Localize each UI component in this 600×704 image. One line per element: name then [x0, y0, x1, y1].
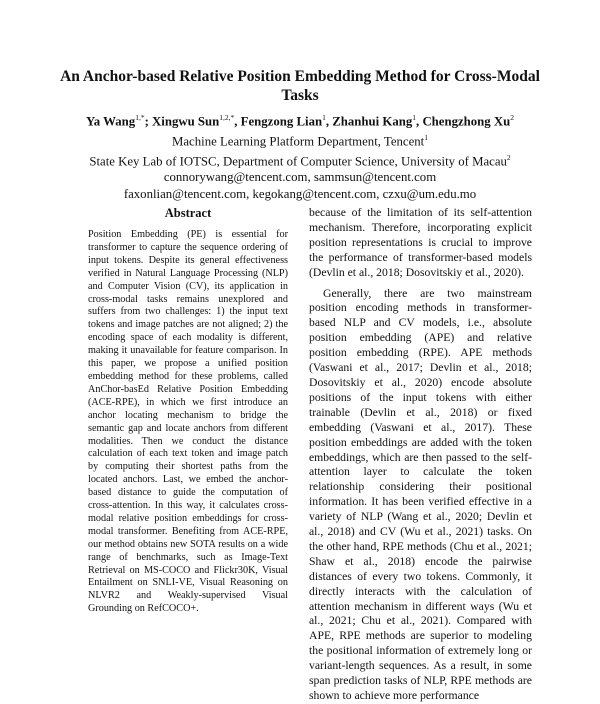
- affiliation-line: [40, 150, 560, 170]
- email-line: connorywang@tencent.com, sammsun@tencent.com: [163, 170, 437, 185]
- author-affiliation-mark: 2: [510, 113, 515, 122]
- email-line: faxonlian@tencent.com, kegokang@tencent.com, czxu@um.edu.mo: [123, 186, 477, 201]
- left-column: [88, 206, 288, 616]
- body-paragraph: Generally, there are two mainstream position encoding methods in transformer-based NLP and CV models, i.e., absolute position embedding (APE) and relative position embedding (RPE). APE methods (Vaswani et al., 2017; Devlin et al., 2018; Dosovitskiy et al., 2020) encode absolute positions of the input tokens with either trainable (Devlin et al., 2018) or fixed embedding (Vaswani et al., 2017). These position embeddings are added with the token embeddings, which are then passed to the self-attention layer to calculate the token relationship considering their positional information. It has been verified effective in a variety of NLP (Wang et al., 2020; Devlin et al., 2018) and CV (Wu et al., 2021) tasks. On the other hand, RPE methods (Chu et al., 2021; Shaw et al., 2018) encode the pairwise distances of every two tokens. Commonly, it directly interacts with the calculation of attention mechanism in different ways (Wu et al., 2021; Chu et al., 2021). Compared with APE, RPE methods are superior to modeling the positional information of extremely long or variant-length sequences. As a result, in some span prediction tasks of NLP, RPE methods are shown to achieve more performance: [309, 286, 532, 702]
- author-name: Fengzong Lian: [240, 114, 323, 129]
- body-paragraph: because of the limitation of its self-attention mechanism. Therefore, incorporating explicit position representations is crucial to improve the performance of transformer-based models (Devlin et al., 2018; Dosovitskiy et al., 2020).: [309, 206, 532, 279]
- author-affiliation-mark: 1: [322, 113, 326, 122]
- author-affiliation-mark: 1,*: [135, 113, 145, 122]
- author-name: Ya Wang: [85, 114, 136, 129]
- affiliation-text: Machine Learning Platform Department, Tencent: [172, 134, 425, 149]
- affiliation-line: [40, 130, 560, 150]
- author-block: [40, 110, 560, 202]
- right-column: [309, 206, 532, 704]
- author-name: Xingwu Sun: [152, 114, 220, 129]
- affiliation-text: State Key Lab of IOTSC, Department of Computer Science, University of Macau: [89, 153, 507, 168]
- author-name: Zhanhui Kang: [332, 114, 413, 129]
- affiliation-mark: 1: [424, 132, 428, 142]
- abstract-heading: Abstract: [164, 206, 212, 220]
- author-affiliation-mark: 1,2,*: [219, 113, 235, 122]
- author-list: Ya Wang$^{1,*}$; Xingwu Sun$^{1,2,*}$, Fengzong Lian$^1$, Zhanhui Kang$^1$, Chengzhong Xu$^2$: [85, 113, 515, 129]
- paper-title: An Anchor-based Relative Position Embedding Method for Cross-Modal Tasks: [60, 68, 540, 104]
- author-affiliation-mark: 1: [412, 113, 417, 122]
- abstract-text: Position Embedding (PE) is essential for transformer to capture the sequence ordering of input tokens. Despite its general effectiveness verified in Natural Language Processing (NLP) and Computer Vision (CV), its application in cross-modal tasks remains unexplored and suffers from two challenges: 1) the input text tokens and image patches are not aligned; 2) the encoding space of each modality is different, making it unavailable for feature comparison. In this paper, we propose a unified position embedding method for these problems, called AnChor-basEd Relative Position Embedding (ACE-RPE), in which we first introduce an anchor locating mechanism to bridge the semantic gap and locate anchors from different modalities. Then we conduct the distance calculation of each text token and image patch by computing their shortest paths from the located anchors. Last, we embed the anchor-based distance to guide the computation of cross-attention. In this way, it calculates cross-modal relative position embeddings for cross-modal transformer. Benefiting from ACE-RPE, our method obtains new SOTA results on a wide range of benchmarks, such as Image-Text Retrieval on MS-COCO and Flickr30K, Visual Entailment on SNLI-VE, Visual Reasoning on NLVR2 and Weakly-supervised Visual Grounding on RefCOCO+.: [88, 229, 288, 615]
- author-name: Chengzhong Xu: [422, 114, 511, 129]
- affiliation-mark: 2: [506, 152, 511, 162]
